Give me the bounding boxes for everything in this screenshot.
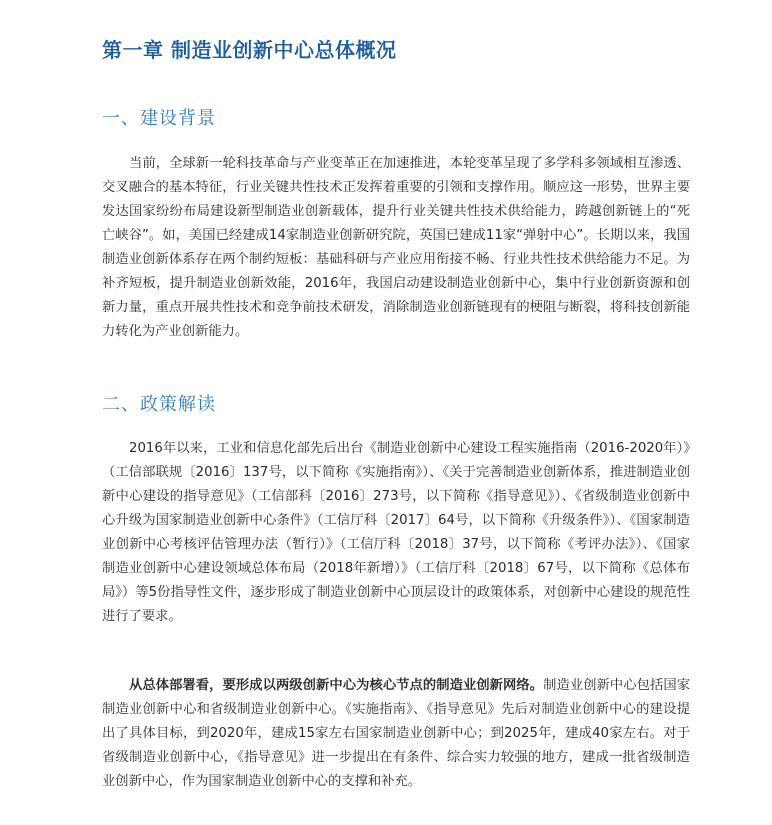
background-paragraph: 当前，全球新一轮科技革命与产业变革正在加速推进，本轮变革呈现了多学科多领域相互渗透、交叉融合的基本特征，行业关键共性技术正发挥着重要的引领和支撑作用。顺应这一形势，世界主要发达国家纷纷布局建设新型制造业创新载体，提升行业关键共性技术供给能力，跨越创新链上的“死亡峡谷”。如，美国已经建成14家制造业创新研究院，英国已建成11家“弹射中心”。长期以来，我国制造业创新体系存在两个制约短板：基础科研与产业应用衔接不畅、行业共性技术供给能力不足。为补齐短板，提升制造业创新效能，2016年，我国启动建设制造业创新中心，集中行业创新资源和创新力量，重点开展共性技术和竞争前技术研发，消除制造业创新链现有的梗阻与断裂，将科技创新能力转化为产业创新能力。	[102, 156, 690, 339]
section-title-policy: 二、政策解读	[102, 394, 216, 415]
policy-paragraph-2-rest: 制造业创新中心包括国家制造业创新中心和省级制造业创新中心。《实施指南》、《指导意见》先后对制造业创新中心的建设提出了具体目标，到2020年，建成15家左右国家制造业创新中心；到2025年，建成40家左右。对于省级制造业创新中心，《指导意见》进一步提出在有条件、综合实力较强的地方，建成一批省级制造业创新中心，作为国家制造业创新中心的支撑和补充。	[102, 678, 691, 789]
chapter-title: 第一章 制造业创新中心总体概况	[102, 38, 397, 62]
policy-paragraph-2	[102, 674, 690, 794]
section-title-background: 一、建设背景	[102, 108, 216, 129]
policy-paragraph-2-lead: 从总体部署看，要形成以两级创新中心为核心节点的制造业创新网络。	[129, 678, 544, 693]
policy-paragraph-1: 2016年以来，工业和信息化部先后出台《制造业创新中心建设工程实施指南（2016-2020年）》（工信部联规〔2016〕137号，以下简称《实施指南》）、《关于完善制造业创新体系，推进制造业创新中心建设的指导意见》（工信部科〔2016〕273号，以下简称《指导意见》）、《省级制造业创新中心升级为国家制造业创新中心条件》（工信厅科〔2017〕64号，以下简称《升级条件》）、《国家制造业创新中心考核评估管理办法（暂行）》（工信厅科〔2018〕37号，以下简称《考评办法》）、《国家制造业创新中心建设领域总体布局（2018年新增）》（工信厅科〔2018〕67号，以下简称《总体布局》）等5份指导性文件，逐步形成了制造业创新中心顶层设计的政策体系，对创新中心建设的规范性进行了要求。	[102, 441, 690, 624]
